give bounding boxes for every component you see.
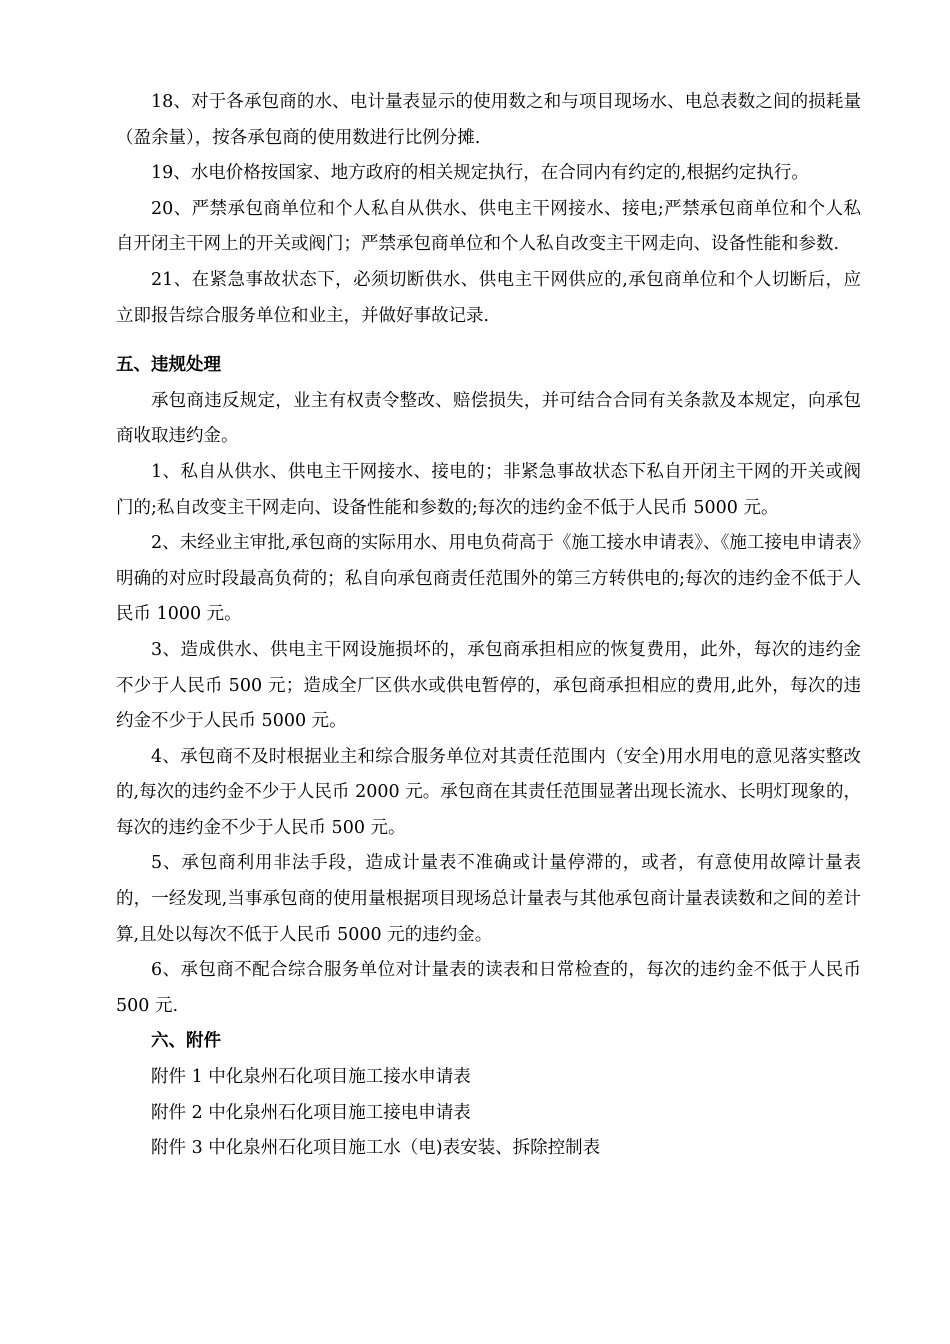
section-heading-attachments: 六、附件 <box>151 1031 221 1052</box>
paragraph-20: 20、严禁承包商单位和个人私自从供水、供电主干网接水、接电;严禁承包商单位和个人私自开闭主干网上的开关或阀门；严禁承包商单位和个人私自改变主干网走向、设备性能和参数. <box>116 198 861 255</box>
violations-intro: 承包商违反规定，业主有权责令整改、赔偿损失，并可结合合同有关条款及本规定，向承包商收取违约金。 <box>116 390 861 447</box>
paragraph-18: 18、对于各承包商的水、电计量表显示的使用数之和与项目现场水、电总表数之间的损耗量（盈余量），按各承包商的使用数进行比例分摊. <box>116 92 861 148</box>
violation-item-3: 3、造成供水、供电主干网设施损坏的，承包商承担相应的恢复费用，此外，每次的违约金不少于人民币 500 元；造成全厂区供水或供电暂停的，承包商承担相应的费用,此外，每次的违约金不少于人民币 5000 元。 <box>116 639 861 732</box>
paragraph-19: 19、水电价格按国家、地方政府的相关规定执行，在合同内有约定的,根据约定执行。 <box>151 163 809 184</box>
paragraph-21: 21、在紧急事故状态下，必须切断供水、供电主干网供应的,承包商单位和个人切断后，应立即报告综合服务单位和业主，并做好事故记录. <box>116 269 861 326</box>
section-heading-violations: 五、违规处理 <box>116 355 221 376</box>
violation-item-6: 6、承包商不配合综合服务单位对计量表的读表和日常检查的，每次的违约金不低于人民币 500 元. <box>116 960 861 1016</box>
violation-item-1: 1、私自从供水、供电主干网接水、接电的；非紧急事故状态下私自开闭主干网的开关或阀门的;私自改变主干网走向、设备性能和参数的;每次的违约金不低于人民币 5000 元。 <box>116 461 861 518</box>
violation-item-2: 2、未经业主审批,承包商的实际用水、用电负荷高于《施工接水申请表》、《施工接电申请表》明确的对应时段最高负荷的；私自向承包商责任范围外的第三方转供电的;每次的违约金不低于人民币 1000 元。 <box>116 533 861 625</box>
attachment-item-3: 附件 3 中化泉州石化项目施工水（电)表安装、拆除控制表 <box>151 1138 601 1159</box>
violation-item-5: 5、承包商利用非法手段，造成计量表不准确或计量停滞的，或者，有意使用故障计量表的，一经发现,当事承包商的使用量根据项目现场总计量表与其他承包商计量表读数和之间的差计算,且处以每次不低于人民币 5000 元的违约金。 <box>116 853 861 945</box>
attachment-item-1: 附件 1 中化泉州石化项目施工接水申请表 <box>151 1067 471 1088</box>
attachment-item-2: 附件 2 中化泉州石化项目施工接电申请表 <box>151 1102 471 1123</box>
violation-item-4: 4、承包商不及时根据业主和综合服务单位对其责任范围内（安全)用水用电的意见落实整改的,每次的违约金不少于人民币 2000 元。承包商在其责任范围显著出现长流水、长明灯现象的，每次的违约金不少于人民币 500 元。 <box>116 746 861 838</box>
document-body <box>116 85 861 1167</box>
